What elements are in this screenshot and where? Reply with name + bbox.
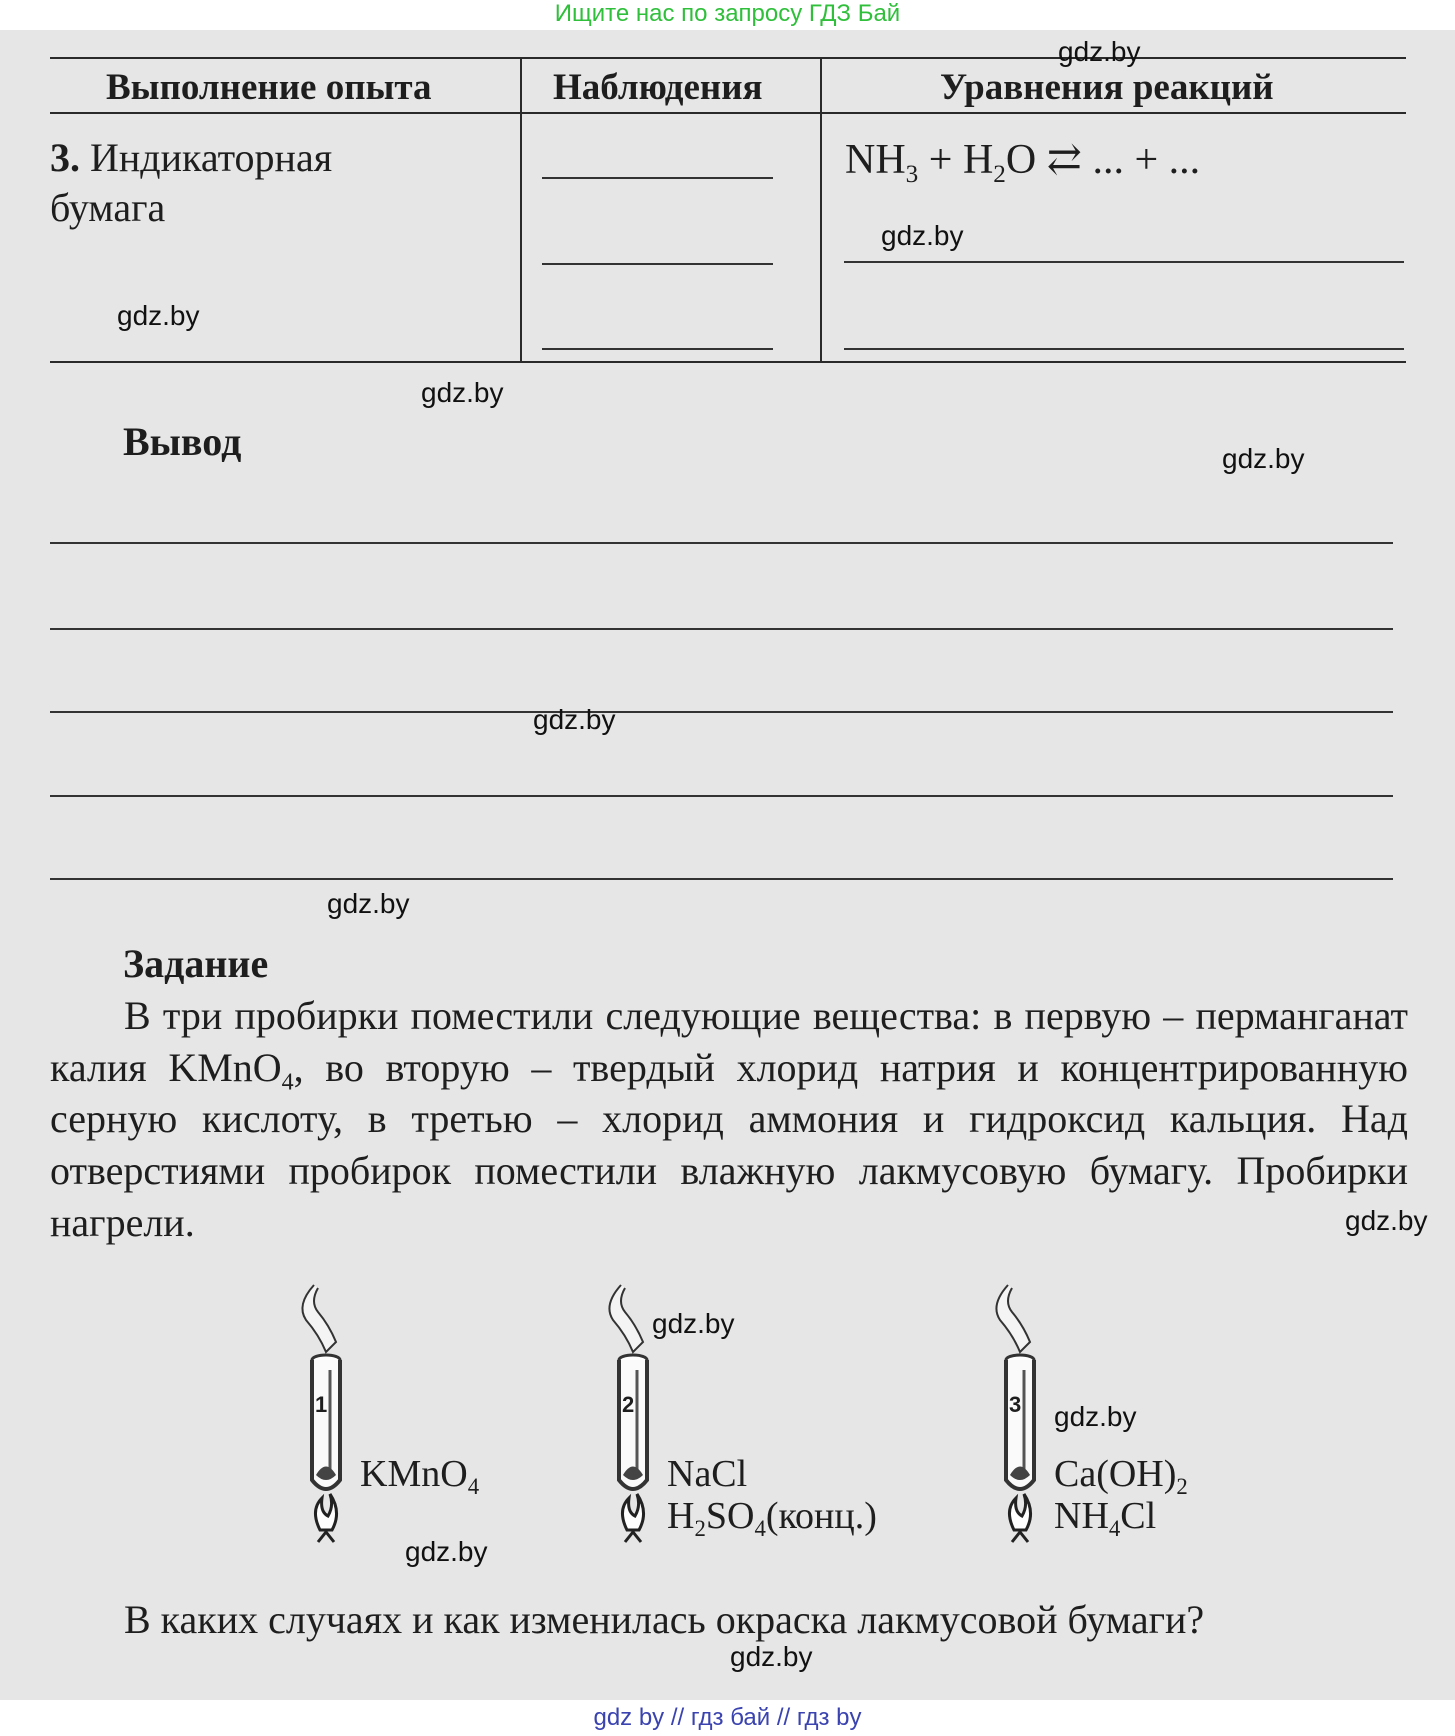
- answer-line[interactable]: [844, 261, 1404, 263]
- table-top-rule: [50, 57, 1406, 59]
- task-text: В три пробирки поместили следующие вещества: в первую – перманганат калия KMnO$_4$, во вторую – твердый хлорид натрия и концентрированную серную кислоту, в третью – хлорид аммония и гидроксид кальция. Над отверстиями пробирок поместили влажную лакмусовую бумагу. Пробирки нагрели.: [50, 993, 1409, 1245]
- table-bottom-rule: [50, 361, 1406, 363]
- watermark: gdz.by: [1222, 443, 1305, 474]
- watermark: gdz.by: [1345, 1205, 1428, 1236]
- watermark: gdz.by: [1054, 1401, 1137, 1432]
- tube-number: 2: [622, 1392, 635, 1417]
- tube-contents-2: $NH_4Cl$: [1054, 1495, 1157, 1541]
- watermark: gdz.by: [730, 1641, 813, 1672]
- answer-line[interactable]: [844, 348, 1404, 350]
- footer-links[interactable]: gdz by // гдз бай // гдз by: [0, 1700, 1455, 1736]
- watermark: gdz.by: [652, 1308, 735, 1339]
- tube-contents-1: $Ca(OH)_2$: [1054, 1453, 1188, 1499]
- answer-line[interactable]: [542, 177, 773, 179]
- flame-icon: [315, 1494, 336, 1530]
- row-label-line1: Индикаторная: [90, 135, 333, 180]
- flame-icon: [1009, 1494, 1030, 1530]
- watermark: gdz.by: [881, 220, 964, 251]
- row-label-line2: бумага: [50, 185, 166, 230]
- test-tube-icon: [284, 1280, 374, 1550]
- litmus-paper-icon: [609, 1285, 643, 1352]
- flame-icon: [622, 1494, 643, 1530]
- header-experiment: Выполнение опыта: [106, 67, 432, 108]
- header-equations: Уравнения реакций: [940, 67, 1274, 108]
- watermark: gdz.by: [421, 377, 504, 408]
- row-number: 3.: [50, 135, 80, 180]
- watermark: gdz.by: [405, 1536, 488, 1567]
- column-divider: [520, 58, 522, 362]
- conclusion-heading: Вывод: [123, 419, 242, 464]
- reaction-equation: $NH_3 + H_2O$ ⇄ ... + ...: [845, 137, 1201, 188]
- tube-contents-1: NaCl: [667, 1453, 748, 1495]
- header-observations: Наблюдения: [553, 67, 763, 108]
- tube-contents-2: $H_2SO_4(конц.)$: [667, 1495, 877, 1541]
- watermark: gdz.by: [117, 300, 200, 331]
- watermark: gdz.by: [327, 888, 410, 919]
- conclusion-line[interactable]: [50, 878, 1393, 880]
- table-header-rule: [50, 112, 1406, 114]
- answer-line[interactable]: [542, 263, 773, 265]
- tube-contents-1: KMnO$_4$: [360, 1453, 480, 1499]
- equilibrium-arrow-icon: ⇄: [1046, 137, 1082, 183]
- tube-number: 3: [1009, 1392, 1022, 1417]
- tube-number: 1: [315, 1392, 328, 1417]
- task-heading: Задание: [123, 941, 269, 986]
- row-label: [50, 134, 332, 181]
- conclusion-line[interactable]: [50, 542, 1393, 544]
- litmus-paper-icon: [302, 1285, 336, 1352]
- conclusion-line[interactable]: [50, 795, 1393, 797]
- litmus-paper-icon: [996, 1285, 1030, 1352]
- search-banner[interactable]: Ищите нас по запросу ГДЗ Бай: [0, 0, 1455, 30]
- conclusion-line[interactable]: [50, 628, 1393, 630]
- watermark: gdz.by: [533, 704, 616, 735]
- question-text: В каких случаях и как изменилась окраска лакмусовой бумаги?: [124, 1597, 1205, 1642]
- answer-line[interactable]: [542, 348, 773, 350]
- column-divider: [820, 58, 822, 362]
- conclusion-line[interactable]: [50, 711, 1393, 713]
- watermark: gdz.by: [1058, 36, 1141, 67]
